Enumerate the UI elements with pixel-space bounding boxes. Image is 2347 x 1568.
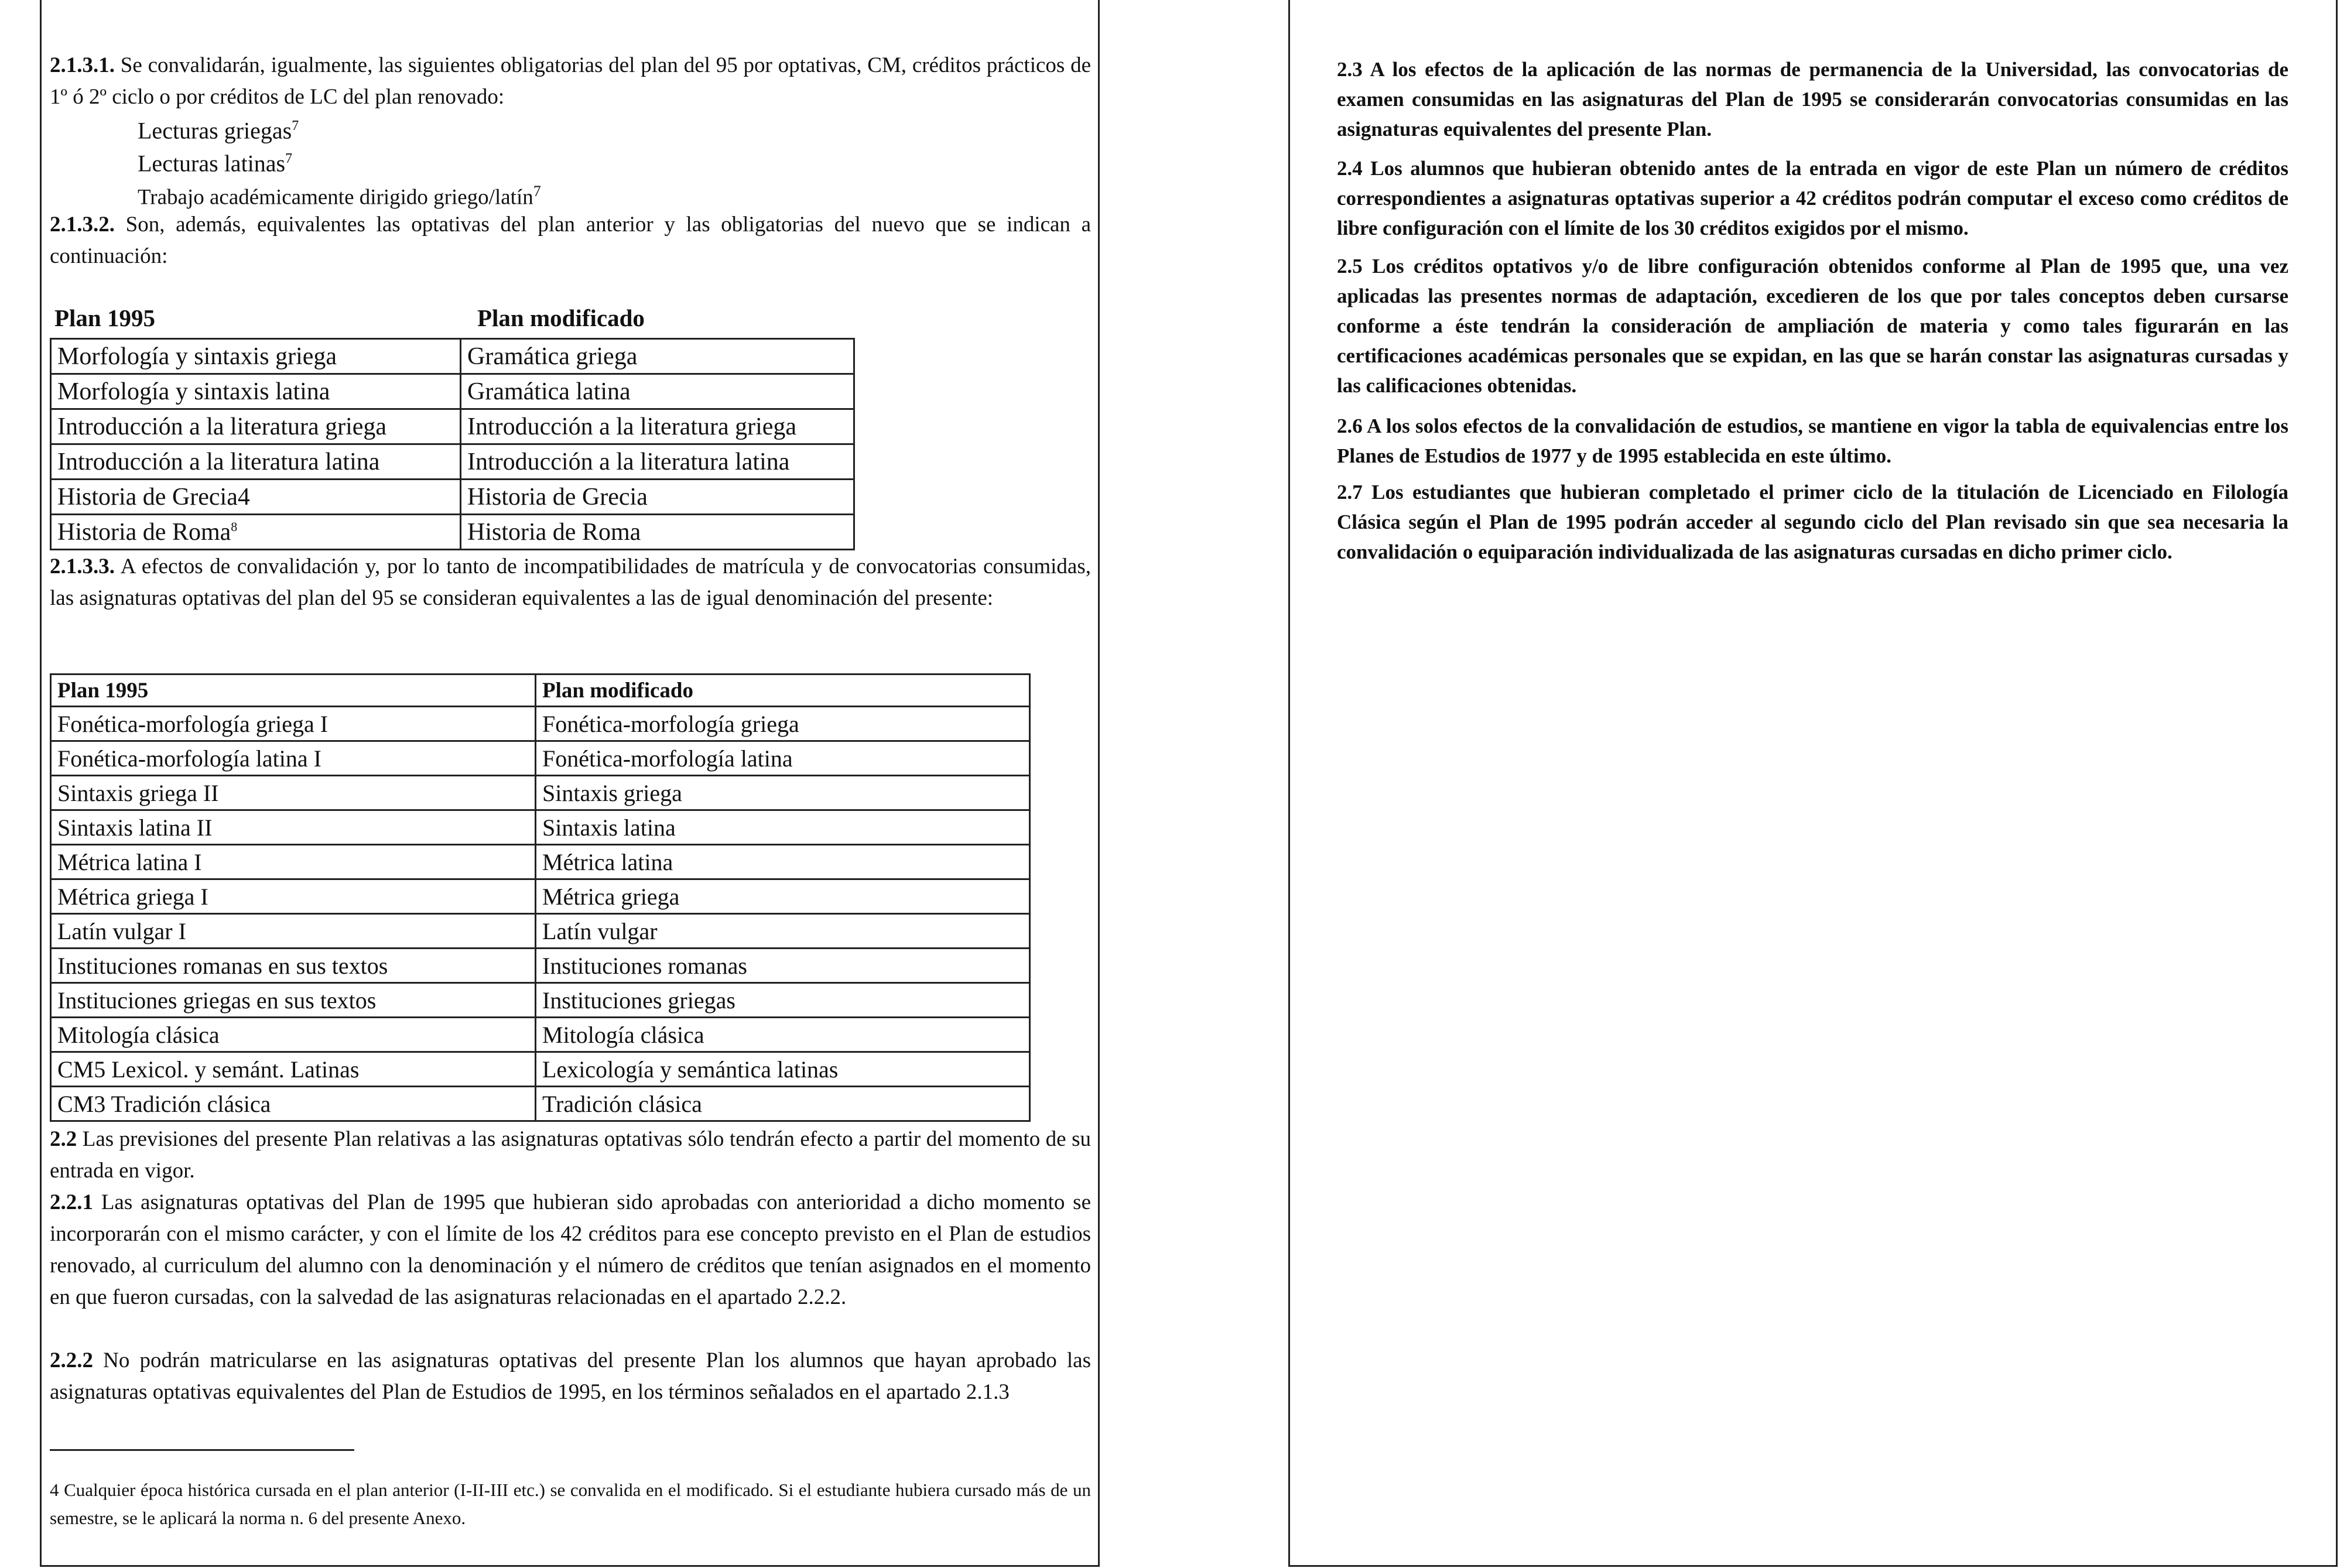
section-number: 2.1.3.3.: [50, 554, 115, 578]
cell-text: Historia de Roma: [57, 518, 231, 546]
footnote-ref: 7: [292, 118, 299, 133]
table-cell: Morfología y sintaxis griega: [51, 339, 461, 374]
section-text: A los efectos de la aplicación de las normas de permanencia de la Universidad, las convocatorias de examen consumidas en las asignaturas del Plan de 1995 se considerarán convocatorias consumidas en las asignaturas equivalentes del presente Plan.: [1337, 58, 2288, 141]
equivalence-table-2: [50, 673, 1031, 1122]
table-cell: Introducción a la literatura griega: [461, 409, 854, 444]
table-row: [51, 845, 1030, 879]
table-cell: Sintaxis latina: [536, 810, 1030, 845]
table-cell: Mitología clásica: [536, 1018, 1030, 1052]
table1-header-plan-modificado: Plan modificado: [477, 304, 645, 331]
table-cell: Fonética-morfología griega I: [51, 707, 536, 741]
footnote-ref: 7: [533, 183, 541, 200]
table-row: [51, 707, 1030, 741]
table-row: [51, 776, 1030, 810]
section-text: A los solos efectos de la convalidación de estudios, se mantiene en vigor la tabla de equivalencias entre los Planes de Estudios de 1977 y de 1995 establecida en este último.: [1337, 415, 2288, 467]
section-text: Los alumnos que hubieran obtenido antes de la entrada en vigor de este Plan un número de créditos correspondientes a asignaturas optativas superior a 42 créditos podrán computar el exceso como créditos de libre configuración con el límite de los 30 créditos exigidos por el mismo.: [1337, 157, 2288, 239]
footnote-ref: 8: [231, 519, 238, 534]
table-row: [51, 1018, 1030, 1052]
table-cell: Morfología y sintaxis latina: [51, 374, 461, 409]
table-cell: CM3 Tradición clásica: [51, 1087, 536, 1121]
section-2-5: [1337, 251, 2288, 400]
table1-header-plan-1995: Plan 1995: [54, 304, 155, 331]
table-cell: Métrica griega: [536, 879, 1030, 914]
table-row: [51, 879, 1030, 914]
table-cell: Sintaxis latina II: [51, 810, 536, 845]
equivalence-table-1: [50, 338, 855, 550]
table-cell: Instituciones romanas en sus textos: [51, 949, 536, 983]
section-number: 2.4: [1337, 157, 1363, 180]
table-cell: Latín vulgar I: [51, 914, 536, 949]
right-page: [1288, 0, 2338, 1567]
table-cell: Métrica griega I: [51, 879, 536, 914]
section-2-1-3-1: [50, 50, 1091, 113]
table-cell: Sintaxis griega: [536, 776, 1030, 810]
section-2-4: [1337, 153, 2288, 243]
column-header: Plan modificado: [536, 675, 1030, 707]
table-cell: Fonética-morfología griega: [536, 707, 1030, 741]
table-cell: Gramática latina: [461, 374, 854, 409]
section-2-6: [1337, 411, 2288, 471]
section-2-1-3-2: [50, 209, 1091, 272]
table-row: [51, 741, 1030, 776]
table-header-row: [51, 675, 1030, 707]
table-cell: Tradición clásica: [536, 1087, 1030, 1121]
list-item: [138, 144, 292, 178]
table-cell: CM5 Lexicol. y semánt. Latinas: [51, 1052, 536, 1087]
table-row: [51, 515, 854, 550]
left-page: [40, 0, 1100, 1567]
table-row: [51, 444, 854, 480]
list-item-label: Trabajo académicamente dirigido griego/latín: [138, 185, 533, 210]
table-cell: Historia de Grecia4: [51, 480, 461, 515]
table-cell: Mitología clásica: [51, 1018, 536, 1052]
table-cell: Fonética-morfología latina: [536, 741, 1030, 776]
table-row: [51, 810, 1030, 845]
table-cell: Métrica latina: [536, 845, 1030, 879]
table-cell: [51, 515, 461, 550]
section-number: 2.3: [1337, 58, 1363, 81]
list-item: [138, 177, 541, 212]
section-2-2-1: [50, 1187, 1091, 1313]
section-number: 2.5: [1337, 255, 1363, 278]
section-number: 2.2.1: [50, 1190, 93, 1214]
section-text: A efectos de convalidación y, por lo tanto de incompatibilidades de matrícula y de convocatorias consumidas, las asignaturas optativas del plan del 95 se consideran equivalentes a las de igual denominación del presente:: [50, 554, 1091, 610]
column-header: Plan 1995: [51, 675, 536, 707]
section-number: 2.7: [1337, 481, 1363, 504]
table-cell: Fonética-morfología latina I: [51, 741, 536, 776]
footnote: 4 Cualquier época histórica cursada en el plan anterior (I-II-III etc.) se convalida en el modificado. Si el estudiante hubiera cursado más de un semestre, se le aplicará la norma n. 6 del presente Anexo.: [50, 1480, 1091, 1528]
table-row: [51, 983, 1030, 1018]
table-row: [51, 1052, 1030, 1087]
section-number: 2.1.3.1.: [50, 53, 115, 77]
section-2-2: [50, 1124, 1091, 1187]
table-cell: Historia de Roma: [461, 515, 854, 550]
table-cell: Métrica latina I: [51, 845, 536, 879]
table-cell: Gramática griega: [461, 339, 854, 374]
section-text: Son, además, equivalentes las optativas del plan anterior y las obligatorias del nuevo que se indican a continuación:: [50, 213, 1092, 268]
section-text: Las asignaturas optativas del Plan de 1995 que hubieran sido aprobadas con anterioridad a dicho momento se incorporarán con el mismo carácter, y con el límite de los 42 créditos para ese concepto previsto en el Plan de estudios renovado, al curriculum del alumno con la denominación y el número de créditos que tenían asignados en el momento en que fueron cursadas, con la salvedad de las asignaturas relacionadas en el apartado 2.2.2.: [50, 1190, 1091, 1309]
section-text: No podrán matricularse en las asignaturas optativas del presente Plan los alumnos que hayan aprobado las asignaturas optativas equivalentes del Plan de Estudios de 1995, en los términos señalados en el apartado 2.1.3: [50, 1348, 1092, 1404]
table-cell: Introducción a la literatura latina: [461, 444, 854, 480]
section-number: 2.2: [50, 1127, 77, 1151]
table-cell: Historia de Grecia: [461, 480, 854, 515]
table-row: [51, 409, 854, 444]
table-cell: Sintaxis griega II: [51, 776, 536, 810]
list-item-label: Lecturas latinas: [138, 150, 286, 177]
footnote-ref: 7: [285, 151, 293, 166]
table-cell: Introducción a la literatura latina: [51, 444, 461, 480]
table-cell: Instituciones romanas: [536, 949, 1030, 983]
table-cell: Instituciones griegas en sus textos: [51, 983, 536, 1018]
table-cell: Introducción a la literatura griega: [51, 409, 461, 444]
section-text: Los estudiantes que hubieran completado el primer ciclo de la titulación de Licenciado en Filología Clásica según el Plan de 1995 podrán acceder al segundo ciclo del Plan revisado sin que sea necesaria la convalidación o equiparación individualizada de las asignaturas cursadas en dicho primer ciclo.: [1337, 481, 2289, 563]
table-row: [51, 914, 1030, 949]
table-cell: Latín vulgar: [536, 914, 1030, 949]
footnote-separator: [50, 1449, 354, 1451]
section-text: Se convalidarán, igualmente, las siguientes obligatorias del plan del 95 por optativas, CM, créditos prácticos de 1º ó 2º ciclo o por créditos de LC del plan renovado:: [50, 53, 1092, 109]
list-item-label: Lecturas griegas: [138, 117, 292, 144]
table-cell: Lexicología y semántica latinas: [536, 1052, 1030, 1087]
section-2-3: [1337, 54, 2288, 144]
section-text: Los créditos optativos y/o de libre configuración obtenidos conforme al Plan de 1995 que, una vez aplicadas las presentes normas de adaptación, excedieren de los que por tales conceptos deben cursarse conforme a éste tendrán la consideración de ampliación de materia y como tales figurarán en las certificaciones académicas personales que se expidan, en las que se harán constar las asignaturas cursadas y las calificaciones obtenidas.: [1337, 255, 2289, 397]
table-row: [51, 480, 854, 515]
table-cell: Instituciones griegas: [536, 983, 1030, 1018]
section-number: 2.1.3.2.: [50, 213, 115, 237]
section-number: 2.2.2: [50, 1348, 93, 1372]
table-row: [51, 1087, 1030, 1121]
list-item: [138, 111, 299, 145]
table-row: [51, 374, 854, 409]
table-row: [51, 949, 1030, 983]
section-text: Las previsiones del presente Plan relativas a las asignaturas optativas sólo tendrán efecto a partir del momento de su entrada en vigor.: [50, 1127, 1092, 1183]
section-number: 2.6: [1337, 415, 1363, 437]
section-2-1-3-3: [50, 551, 1091, 614]
table-row: [51, 339, 854, 374]
section-2-2-2: [50, 1345, 1091, 1408]
section-2-7: [1337, 477, 2288, 567]
